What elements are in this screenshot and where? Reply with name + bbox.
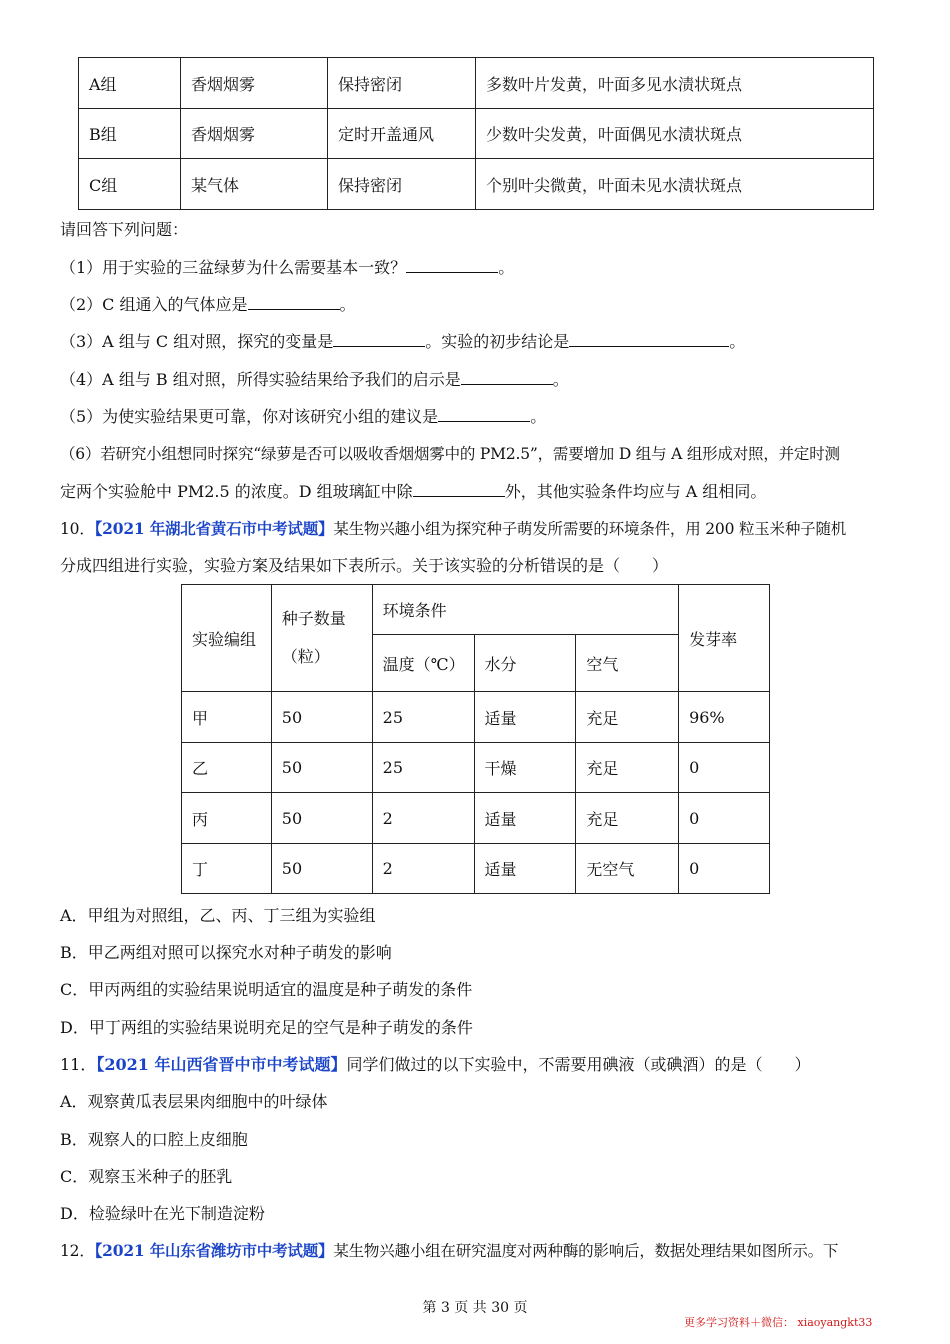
table-cell: 保持密闭 [328,58,476,109]
answer-blank[interactable] [406,258,498,273]
question-text: （5）为使实验结果更可靠，你对该研究小组的建议是 [60,407,439,426]
question-number: 10． [60,520,95,538]
option-b[interactable]: B．观察人的口腔上皮细胞 [60,1130,248,1149]
intro-text: 请回答下列问题： [60,220,189,239]
table-header: 水分 [474,635,576,692]
question-11 [60,1054,811,1076]
table-cell: 50 [271,743,372,793]
question-text: 某生物兴趣小组在研究温度对两种酶的影响后，数据处理结果如图所示。下 [333,1242,839,1260]
table-cell: 0 [679,793,770,844]
table-cell: 某气体 [181,159,328,210]
option-d[interactable]: D．检验绿叶在光下制造淀粉 [60,1204,265,1223]
table-row [182,844,770,894]
table-cell: 定时开盖通风 [328,109,476,159]
question-text: （4）A 组与 B 组对照，所得实验结果给予我们的启示是 [60,370,461,389]
question-text: 某生物兴趣小组为探究种子萌发所需要的环境条件，用 200 粒玉米种子随机 [333,520,847,538]
table-header [271,585,372,692]
table-row [182,692,770,743]
question-4 [60,369,569,391]
question-text: 定两个实验舱中 PM2.5 的浓度。D 组玻璃缸中除 [60,482,413,501]
header-line: 种子数量 [281,609,346,628]
question-10-line1 [60,518,846,540]
table-cell: 甲 [182,692,272,743]
promo-text: 更多学习资料＋微信： xiaoyangkt33 [684,1316,873,1329]
question-text: 。 [552,370,569,389]
table-cell: 0 [679,844,770,894]
table-row [79,58,874,109]
question-text: （3）A 组与 C 组对照，探究的变量是 [60,332,334,351]
table-cell: 个别叶尖微黄，叶面未见水渍状斑点 [476,159,874,210]
table-header-row [182,585,770,635]
question-source: 【2021 年山西省晋中市中考试题】 [96,1055,347,1074]
question-12 [60,1240,838,1262]
question-5 [60,406,546,428]
question-text: 。实验的初步结论是 [425,332,570,351]
question-text: 。 [339,295,356,314]
table-row [79,109,874,159]
table-cell: 无空气 [576,844,679,894]
table-row [182,743,770,793]
table-cell: C组 [79,159,181,210]
table-cell: 丙 [182,793,272,844]
question-text: （2）C 组通入的气体应是 [60,295,248,314]
option-b[interactable]: B．甲乙两组对照可以探究水对种子萌发的影响 [60,943,392,962]
table-cell: 充足 [576,793,679,844]
table-cell: 干燥 [474,743,576,793]
answer-blank[interactable] [569,332,729,347]
answer-blank[interactable] [413,482,505,497]
table-cell: 0 [679,743,770,793]
question-source: 【2021 年山东省潍坊市中考试题】 [94,1241,334,1260]
question-text: （1）用于实验的三盆绿萝为什么需要基本一致？ [60,258,407,277]
table-header: 温度（℃） [372,635,474,692]
page-number: 第 3 页 共 30 页 [422,1300,528,1316]
answer-blank[interactable] [333,332,425,347]
table-cell: 50 [271,692,372,743]
answer-blank[interactable] [461,370,553,385]
table-cell: B组 [79,109,181,159]
table-cell: 50 [271,844,372,894]
question-3 [60,331,745,353]
table-cell: 乙 [182,743,272,793]
table-cell: 香烟烟雾 [181,58,328,109]
table-cell: 多数叶片发黄，叶面多见水渍状斑点 [476,58,874,109]
question-6-line2 [60,481,766,503]
question-1 [60,257,514,279]
question-number: 12． [60,1242,95,1260]
table-cell: 适量 [474,793,576,844]
table-cell: 25 [372,743,474,793]
table-cell: 充足 [576,743,679,793]
table-cell: 保持密闭 [328,159,476,210]
table-cell: 2 [372,844,474,894]
table-cell: 适量 [474,844,576,894]
table-header: 空气 [576,635,679,692]
answer-blank[interactable] [248,295,340,310]
question-number: 11． [60,1055,97,1074]
table-header: 环境条件 [372,585,678,635]
question-text: 。 [498,258,515,277]
table-cell: 香烟烟雾 [181,109,328,159]
question-2 [60,294,356,316]
table-row [182,793,770,844]
table-cell: 充足 [576,692,679,743]
table-cell: 50 [271,793,372,844]
question-6-line1: （6）若研究小组想同时探究“绿萝是否可以吸收香烟烟雾中的 PM2.5”，需要增加 D 组与 A 组形成对照，并定时测 [60,445,840,463]
table-cell: 96% [679,692,770,743]
question-text: 。 [729,332,746,351]
question-text: 外，其他实验条件均应与 A 组相同。 [504,482,767,501]
table-cell: 丁 [182,844,272,894]
option-a[interactable]: A．甲组为对照组，乙、丙、丁三组为实验组 [60,906,376,925]
table-header: 实验编组 [182,585,272,692]
table-header: 发芽率 [679,585,770,692]
question-text: 。 [530,407,547,426]
option-c[interactable]: C．甲丙两组的实验结果说明适宜的温度是种子萌发的条件 [60,980,473,999]
question-text: 同学们做过的以下实验中，不需要用碘液（或碘酒）的是（ ） [346,1055,811,1074]
option-d[interactable]: D．甲丁两组的实验结果说明充足的空气是种子萌发的条件 [60,1018,473,1037]
table-cell: A组 [79,58,181,109]
option-a[interactable]: A．观察黄瓜表层果肉细胞中的叶绿体 [60,1092,328,1111]
table-cell: 25 [372,692,474,743]
table-row [79,159,874,210]
header-line: （粒） [281,647,330,666]
question-source: 【2021 年湖北省黄石市中考试题】 [94,519,334,538]
table-cell: 少数叶尖发黄，叶面偶见水渍状斑点 [476,109,874,159]
seed-germination-table [181,584,770,894]
table-cell: 2 [372,793,474,844]
table-cell: 适量 [474,692,576,743]
option-c[interactable]: C．观察玉米种子的胚乳 [60,1167,233,1186]
experiment-table-1 [78,57,874,210]
question-10-line2: 分成四组进行实验，实验方案及结果如下表所示。关于该实验的分析错误的是（ ） [60,556,669,575]
answer-blank[interactable] [438,407,530,422]
